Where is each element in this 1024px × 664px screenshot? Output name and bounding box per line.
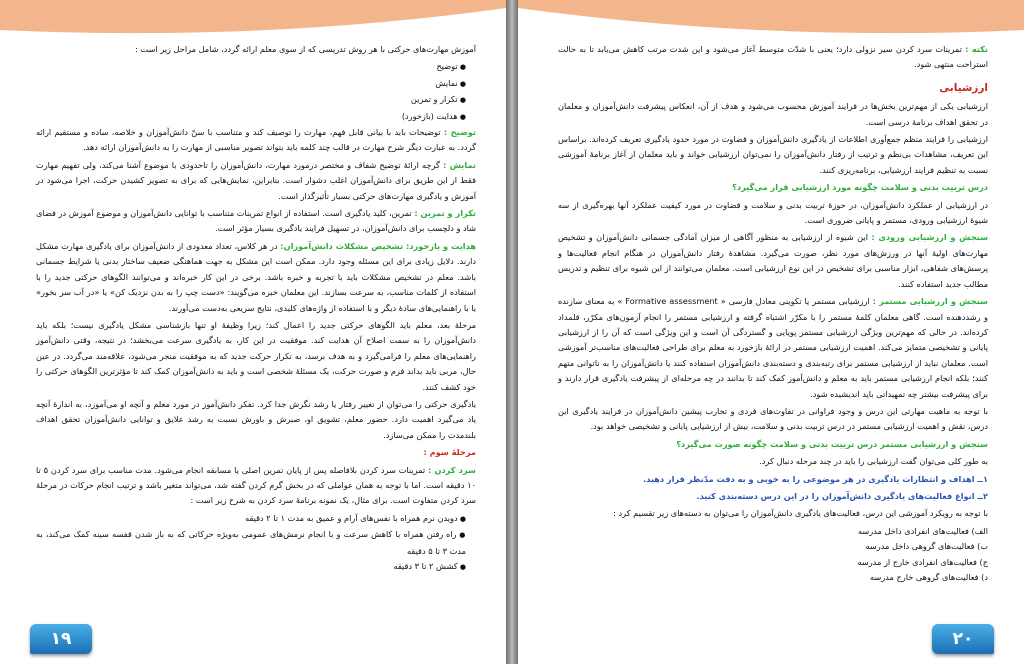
- paragraph: [36, 206, 476, 237]
- list-item: ● راه رفتن همراه با کاهش سرعت و با انجام نرمش‌های عمومی به‌ویژه حرکاتی که به باز شدن قفسه سینه کمک می‌کند، به مدت ۳ تا ۵ دقیقه: [36, 527, 476, 559]
- paragraph: [36, 158, 476, 204]
- paragraph: مرحلهٔ بعد، معلم باید الگوهای حرکتی جدید را اعمال کند؛ زیرا وظیفهٔ او تنها بازشناسی مشکل یادگیری نیست؛ بلکه باید دانش‌آموزان را به سمت اصلاح آن هدایت کند. موفقیت در این کار، به یادگیری سرعت می‌بخشد؛ در نتیجه، وقتی دانش‌آموز راهنمایی‌های معلم را فرامی‌گیرد و به هدف برسد، به تکرار حرکت جدید که به موفقیت منجر می‌شود، علاقه‌مند می‌گردد. در عین حال، مربی باید بداند فرم و صورت حرکت، یک مسئلهٔ شخصی است و باید به دانش‌آموزان کمک کند تا مؤثرترین الگوهای حرکتی را خود کشف کنند.: [36, 319, 476, 392]
- list-item: د) فعالیت‌های گروهی خارج مدرسه: [869, 572, 988, 582]
- paragraph-text: در هر کلاس، تعداد معدودی از دانش‌آموزان برای یادگیری مهارت مشکل دارند. دلایل زیادی برای این مسئله وجود دارد. ممکن است این مشکل به جهت هماهنگی ضعیف ساختار بدنی یا شرایط جسمانی باشد. معلم در تشخیص مشکلات باید با تجربه و خبره باشد. برخی در این کار خبره‌اند و می‌توانند الگوهای حرکتی جدید را با استفاده از کلمات مناسب، به سرعت بسازند. این معلمان خبره می‌گویند: «دست چپ را به بدن نزدیک کن» یا «در آب سر بخور» یا با راهنمایی‌های سادهٔ دیگر و با استفاده از واژه‌های کلیدی، نتایج سریعی به‌دست می‌آورند.: [36, 240, 476, 313]
- list-item: الف) فعالیت‌های انفرادی داخل مدرسه: [857, 525, 988, 536]
- paragraph: با توجه به رویکرد آموزشی این درس، فعالیت‌های یادگیری دانش‌آموزان را می‌توان به دسته‌های زیر تقسیم کرد :: [613, 508, 988, 519]
- paragraph-text: تمرینات سرد کردن بلافاصله پس از پایان تمرین اصلی یا مسابقه انجام می‌شود. مدت مناسب برای سرد کردن ۵ تا ۱۰ دقیقه است. اما با توجه به همان عواملی که در بخش گرم کردن گفته شد، می‌تواند متغیر باشد و ترتیب انجام حرکات در مرحلهٔ سرد کردن متفاوت است. برای مثال، یک نمونه برنامهٔ سرد کردن به شرح زیر است :: [36, 464, 476, 506]
- list-item: ● دویدن نرم همراه با نفس‌های آرام و عمیق به مدت ۱ تا ۲ دقیقه: [36, 511, 476, 527]
- term-label: نمایش :: [443, 159, 476, 170]
- left-page-content: [36, 42, 476, 575]
- term-label: تکرار و تمرین :: [414, 208, 476, 219]
- section-heading: ارزشیابی: [939, 81, 988, 94]
- section-heading: مرحلهٔ سوم :: [423, 447, 476, 458]
- paragraph: [558, 42, 988, 73]
- list-item: ب) فعالیت‌های گروهی داخل مدرسه: [865, 541, 988, 552]
- list-item: ج) فعالیت‌های انفرادی خارج از مدرسه: [857, 556, 988, 567]
- paragraph: با توجه به ماهیت مهارتی این درس و وجود فراوانی در تفاوت‌های فردی و تجارب پیشین دانش‌آموزان در فرایند یادگیری این درس، نقش و اهمیت ارزشیابی مستمر در درس تربیت بدنی و سلامت، بیش از ارزشیابی پایانی و تشخیصی خواهد بود.: [558, 405, 988, 432]
- term-label: نکته :: [965, 44, 988, 54]
- paragraph: یادگیری حرکتی را می‌توان از تغییر رفتار یا رشد نگرش جدا کرد. تفکر دانش‌آموز در مورد معلم و آنچه او می‌آموزد، به اندازهٔ آنچه یاد می‌گیرد اهمیت دارد. حضور معلم، تشویق او، صبرش و باورش نسبت به رشد علایق و توانایی دانش‌آموزان تحقق اهداف بلندمدت را ممکن می‌سازد.: [36, 398, 476, 440]
- page-number-badge: ۱۹: [30, 624, 92, 654]
- activities-list: [558, 524, 988, 586]
- stages-list: [36, 59, 476, 125]
- paragraph-text: گرچه ارائهٔ توضیح شفاف و مختصر درمورد مهارت، دانش‌آموزان را تاحدودی با موضوع آشنا می‌کند، ولی تفهیم مهارت فقط از این طریق برای دانش‌آموزان اغلب دشوار است. بنابراین، نمایش‌هایی که برای به تصویر کشیدن حرکت، اجرا می‌شود در آموزش و یادگیری مهارت‌های حرکتی بسیار تأثیرگذار است.: [36, 159, 476, 201]
- paragraph: به طور کلی می‌توان گفت ارزشیابی را باید در چند مرحله دنبال کرد.: [759, 456, 988, 467]
- paragraph-text: تمرینات سرد کردن سیر نزولی دارد؛ یعنی با شدّت متوسط آغاز می‌شود و این شدت مرتب کاهش می‌یابد تا به حالت استراحت منتهی شود.: [558, 44, 988, 70]
- paragraph: در ارزشیابی از عملکرد دانش‌آموزان، در حوزهٔ تربیت بدنی و سلامت و قضاوت در مورد کیفیت عملکرد آنها بهره‌گیری از سه شیوهٔ ارزشیابی ورودی، مستمر و پایانی ضروری است.: [558, 199, 988, 226]
- step-heading: ۱ــ اهداف و انتظارات یادگیری در هر موضوعی را به خوبی و به دقت مدّنظر قرار دهید.: [643, 473, 988, 484]
- term-label: سنجش و ارزشیابی مستمر :: [872, 296, 988, 307]
- top-arc-decoration: [0, 0, 506, 40]
- paragraph: ارزشیابی یکی از مهم‌ترین بخش‌ها در فرایند آموزش محسوب می‌شود و هدف از آن، انعکاس پیشرفت دانش‌آموزان و معلمان در تحقق اهداف برنامهٔ درسی است.: [558, 101, 988, 127]
- paragraph-text: تمرین، کلید یادگیری است. استفاده از انواع تمرینات متناسب با توانایی دانش‌آموزان و موضوع آموزش در فضای شاد و دلچسب برای دانش‌آموزان، در تسهیل فرایند یادگیری بسیار مؤثر است.: [36, 208, 476, 234]
- left-page: [0, 0, 506, 664]
- paragraph: [36, 239, 476, 316]
- right-page-content: [558, 42, 988, 585]
- term-label: توضیح :: [443, 127, 476, 138]
- list-item: ● نمایش: [36, 76, 476, 92]
- question-heading: درس تربیت بدنی و سلامت چگونه مورد ارزشیابی قرار می‌گیرد؟: [732, 182, 988, 193]
- intro-text: آموزش مهارت‌های حرکتی با هر روش تدریسی که از سوی معلم ارائه گردد، شامل مراحل زیر است :: [135, 44, 476, 54]
- paragraph: [558, 294, 988, 402]
- term-label: سرد کردن :: [428, 464, 476, 475]
- paragraph: [558, 230, 988, 292]
- paragraph-text: ارزشیابی مستمر یا تکوینی معادل فارسی « Formative assessment » به معنای سازنده و رشددهنده است. گاهی معلمان کلمهٔ مستمر را با مکرّر اشتباه گرفته و ارزشیابی مستمر را انجام آزمون‌های مکرّر، قلمداد کرده‌اند. در حالی که مهم‌ترین ویژگی ارزشیابی مستمر پویایی و گستردگی آن است و این ویژگی است که آن را از ارزشیابی پایانی و تشخیصی متمایز می‌کند. اهمیت ارزشیابی مستمر در ارائهٔ بازخورد به معلم برای طراحی فعالیت‌های مناسب‌تر آموزشی است. معلمان نباید از ارزشیابی مستمر برای رتبه‌بندی و دسته‌بندی دانش‌آموزان استفاده کنند یا دانش‌آموزان را به ناتوانی متهم کنند؛ بلکه انجام ارزشیابی مستمر باید به معلم و دانش‌آموز کمک کند تا بدانند در چه مرحله‌ای از پیشرفت یادگیری قرار دارند و برای پیشرفت بیشتر چه تمهیداتی باید اندیشیده شود.: [558, 296, 988, 399]
- list-item: ● تکرار و تمرین: [36, 92, 476, 108]
- book-gutter: [506, 0, 518, 664]
- page-number-badge: ۲۰: [932, 624, 994, 654]
- list-item: ● توضیح: [36, 59, 476, 75]
- cooldown-list: [36, 511, 476, 576]
- list-item: ● هدایت (بازخورد): [36, 109, 476, 125]
- paragraph-text: توضیحات باید با بیانی قابل فهم، مهارت را توصیف کند و متناسب با سنّ دانش‌آموزان و خلاصه، ساده و مستقیم ارائه گردد. به عبارت دیگر شرح مهارت در قالب چند کلمه باید بتواند تصویر مناسبی از مهارت را به دانش‌آموزان ارائه دهد.: [36, 127, 476, 153]
- list-item: ● کشش ۲ تا ۳ دقیقه: [36, 559, 476, 575]
- paragraph: [36, 463, 476, 509]
- question-heading: سنجش و ارزشیابی مستمر درس تربیت بدنی و سلامت چگونه صورت می‌گیرد؟: [676, 438, 988, 449]
- top-arc-decoration: [518, 0, 1024, 40]
- step-heading: ۲ــ انواع فعالیت‌های یادگیری دانش‌آموزان را در این درس دسته‌بندی کنید.: [696, 490, 988, 501]
- paragraph: ارزشیابی را فرایند منظم جمع‌آوری اطلاعات از یادگیری دانش‌آموزان و قضاوت در مورد حدود یادگیری تعریف کرده‌اند. براساس این تعریف، مشاهدات بی‌نظم و ترتیب از رفتار دانش‌آموزان را نمی‌توان ارزشیابی خواند و باید معلمان از آغاز برنامهٔ آموزشی نسبت به تنظیم فرایند ارزشیابی، برنامه‌ریزی کنند.: [558, 134, 988, 175]
- term-label: سنجش و ارزشیابی ورودی :: [871, 232, 988, 243]
- term-label: هدایت و بازخورد: تشخیص مشکلات دانش‌آموزان:: [280, 240, 476, 251]
- paragraph: [36, 125, 476, 156]
- paragraph-text: این شیوه از ارزشیابی به منظور آگاهی از میزان آمادگی جسمانی دانش‌آموزان و تشخیص مهارت‌های اولیهٔ آنها در ورزش‌های مورد نظر، صورت می‌گیرد. مشاهدهٔ رفتار دانش‌آموزان در هنگام انجام فعالیت‌ها و پرسش‌های شفاهی، ابزار مناسبی برای تشخیص در این نوع ارزشیابی است. معلمان می‌توانند از این شیوه برای تنظیم و تدریس مطالب جدید استفاده کنند.: [558, 232, 988, 289]
- right-page: [518, 0, 1024, 664]
